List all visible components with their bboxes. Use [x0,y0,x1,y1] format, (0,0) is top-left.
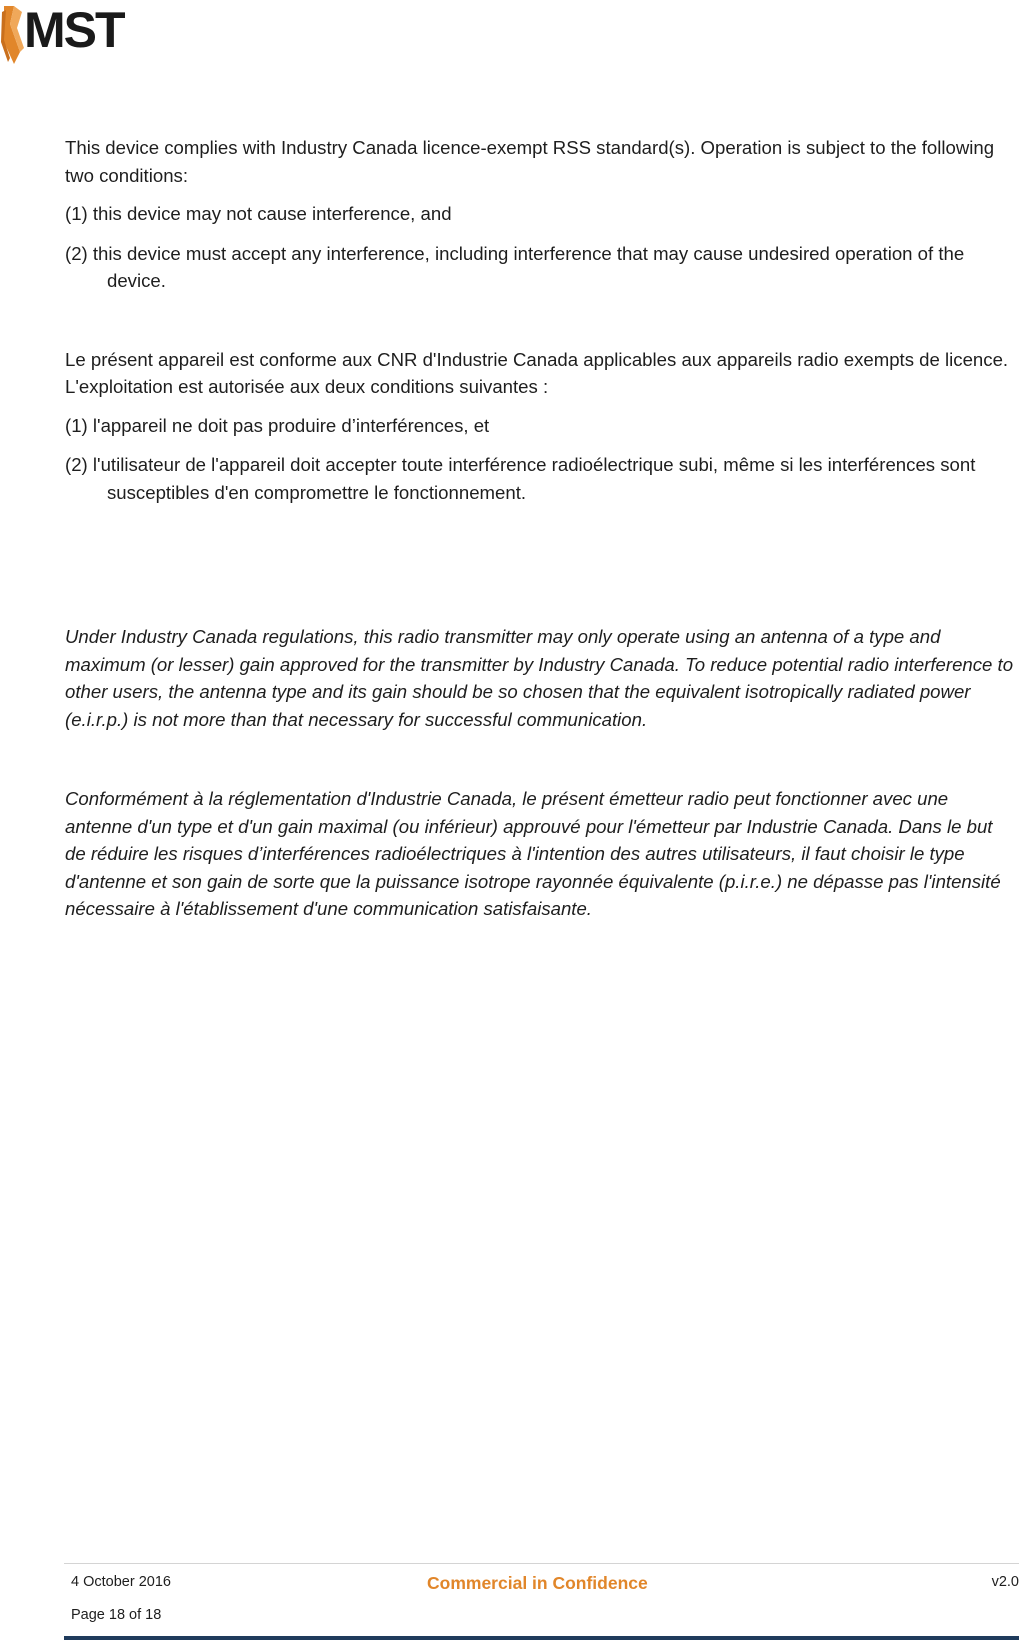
document-body [65,134,1015,923]
footer-bar [64,1636,1019,1640]
french-condition-1: (1) l'appareil ne doit pas produire d’interférences, et [65,414,490,436]
logo-text: MST [24,2,124,58]
french-condition-2: (2) l'utilisateur de l'appareil doit accepter toute interférence radioélectrique subi, même si les interférences sont susceptibles d'en compromettre le fonctionnement. [65,454,976,503]
footer-page-number: Page 18 of 18 [71,1607,162,1623]
footer-classification: Commercial in Confidence [427,1573,648,1593]
antenna-notice-french: Conformément à la réglementation d'Industrie Canada, le présent émetteur radio peut fonctionner avec une antenne d'un type et d'un gain maximal (ou inférieur) approuvé pour l'émetteur par Industrie Canada. Dans le but de réduire les risques d’interférences radioélectriques à l'intention des autres utilisateurs, il faut choisir le type d'antenne et son gain de sorte que la puissance isotrope rayonnée équivalente (p.i.r.e.) ne dépasse pas l'intensité nécessaire à l'établissement d'une communication satisfaisante. [65,788,1001,919]
antenna-notice-english: Under Industry Canada regulations, this radio transmitter may only operate using an antenna of a type and maximum (or lesser) gain approved for the transmitter by Industry Canada. To reduce potential radio interference to other users, the antenna type and its gain should be so chosen that the equivalent isotropically radiated power (e.i.r.p.) is not more than that necessary for successful communication. [65,626,1014,730]
english-condition-1: (1) this device may not cause interference, and [65,203,452,224]
english-conditions [65,134,1015,295]
company-logo [0,0,140,70]
french-intro: Le présent appareil est conforme aux CNR d'Industrie Canada applicables aux appareils radio exempts de licence. L'exploitation est autorisée aux deux conditions suivantes : [65,348,1009,397]
french-conditions [65,346,1015,507]
english-intro: This device complies with Industry Canada licence-exempt RSS standard(s). Operation is subject to the following two conditions: [65,137,995,186]
footer-date: 4 October 2016 [71,1574,171,1590]
page-footer [64,1563,1019,1640]
footer-version: v2.0 [991,1574,1019,1590]
english-condition-2: (2) this device must accept any interference, including interference that may cause undesired operation of the device. [65,242,965,291]
